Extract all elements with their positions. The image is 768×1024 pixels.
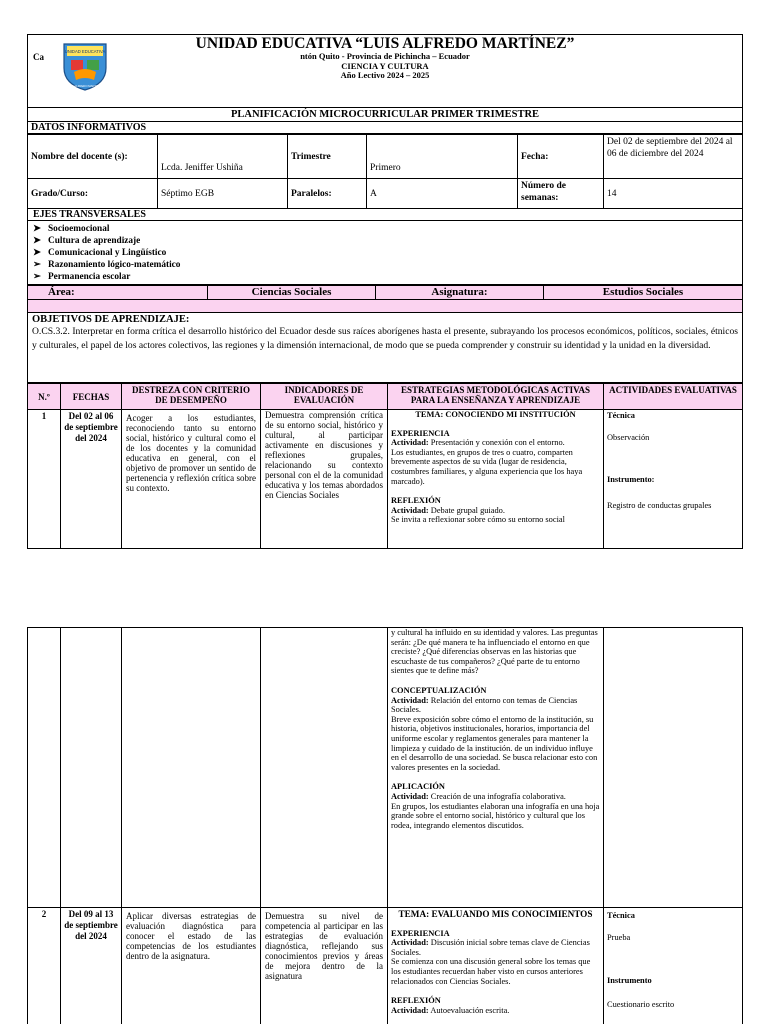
row1-cont-estrategias [388, 628, 604, 908]
objetivos-heading: OBJETIVOS DE APRENDIZAJE: [32, 314, 190, 325]
paralelos-label: Paralelos: [288, 179, 367, 209]
semanas-label: Número de semanas: [518, 179, 604, 209]
row1-ref-text: Se invita a reflexionar sobre cómo su entorno social [391, 515, 565, 525]
page-1 [27, 34, 743, 549]
ejes-item: ➤ Cultura de aprendizaje [33, 236, 141, 246]
page-2 [27, 627, 743, 1024]
plan-table-page1 [27, 383, 743, 549]
fecha-value: Del 02 de septiembre del 2024 al 06 de diciembre del 2024 [604, 135, 743, 179]
school-year: Año Lectivo 2024 – 2025 [340, 70, 430, 80]
row2-indicadores: Demuestra su nivel de competencia al participar en las estrategias de evaluación diagnóstica, reflejando sus conocimientos previos y áreas de mejora dentro de la asignatura [261, 908, 388, 1024]
row2-instrumento-value: Cuestionario escrito [607, 999, 675, 1009]
row1-tecnica-label: Técnica [607, 411, 635, 420]
ejes-item: ➤ Comunicacional y Lingüístico [33, 248, 167, 258]
trimestre-value: Primero [367, 135, 518, 179]
school-area-line: CIENCIA Y CULTURA [341, 60, 429, 71]
col-header-destreza: DESTREZA CON CRITERIO DE DESEMPEÑO [122, 384, 261, 410]
row1-estrategias [388, 410, 604, 549]
logo-bottom-text: LUIS ALFREDO MARTINEZ [67, 84, 103, 88]
area-table [27, 285, 743, 313]
row1-cont-num [28, 628, 61, 908]
asignatura-value: Estudios Sociales [544, 286, 743, 300]
school-name: UNIDAD EDUCATIVA “LUIS ALFREDO MARTÍNEZ” [195, 35, 575, 52]
table-row [28, 410, 743, 549]
row1-apl-act: Actividad: Creación de una infografía colaborativa. [391, 791, 566, 801]
row1-apl-title: APLICACIÓN [391, 782, 445, 792]
grado-label: Grado/Curso: [28, 179, 158, 209]
objetivos-box [27, 313, 743, 383]
table-row [28, 908, 743, 1024]
row2-fechas: Del 09 al 13 de septiembre del 2024 [61, 908, 122, 1024]
docente-value: Lcda. Jeniffer Ushiña [158, 135, 288, 179]
row1-con-act: Actividad: Relación del entorno con temas de Ciencias Sociales. [391, 695, 578, 715]
row1-indicadores: Demuestra comprensión crítica de su entorno social, histórico y cultural, al participar activamente en discusiones y reflexiones grupales, relacionando su contexto personal con el de la comunidad educativa y los temas abordados en Ciencias Sociales [261, 410, 388, 549]
row2-actividades [604, 908, 743, 1024]
row2-exp-act: Actividad: Discusión inicial sobre temas clave de Ciencias Sociales. [391, 938, 590, 957]
datos-table [27, 134, 743, 209]
row1-tecnica-value: Observación [607, 432, 650, 442]
row1-con-title: CONCEPTUALIZACIÓN [391, 685, 487, 695]
row1-ref-act: Actividad: Debate grupal guiado. [391, 505, 505, 515]
row2-tecnica-label: Técnica [607, 911, 635, 920]
grado-value: Séptimo EGB [158, 179, 288, 209]
row1-instrumento-value: Registro de conductas grupales [607, 500, 712, 510]
objetivos-text: O.CS.3.2. Interpretar en forma crítica el desarrollo histórico del Ecuador desde sus raíces aborígenes hasta el presente, subrayando los procesos económicos, políticos, sociales, étnicos y culturales, el papel de los actores colectivos, las regiones y la dimensión internacional, de modo que se pueda comprender y construir su identidad y la unidad en la diversidad. [32, 326, 738, 351]
row1-ref-text2: y cultural ha influido en su identidad y valores. Las preguntas serán: ¿De qué manera te ha influenciado el entorno en que creciste? ¿Qué diferencias observas en las historias que escuchaste de tus compañeros? ¿Qué parte de tu entorno sientes que te define más? [391, 628, 598, 676]
row1-con-text: Breve exposición sobre cómo el entorno de la institución, su historia, objetivos institucionales, horarios, importancia del uniforme escolar y reglamentos generales para mantener la limpieza y cuidado de la institución. de un individuo influye en el desarrollo de una sociedad. Se busca relacionar esto con valores presentes en la sociedad. [391, 714, 598, 772]
paralelos-value: A [367, 179, 518, 209]
col-header-actividades: ACTIVIDADES EVALUATIVAS [604, 384, 743, 410]
datos-heading: DATOS INFORMATIVOS [27, 122, 743, 134]
ejes-heading: EJES TRANSVERSALES [27, 209, 743, 221]
row2-ref-act: Actividad: Autoevaluación escrita. [391, 1005, 510, 1015]
area-label: Área: [28, 286, 208, 300]
row1-tema: TEMA: CONOCIENDO MI INSTITUCIÓN [415, 410, 576, 419]
plan-table-page2 [27, 627, 743, 1024]
row1-num: 1 [28, 410, 61, 549]
row2-exp-title: EXPERIENCIA [391, 928, 450, 938]
row1-exp-act: Actividad: Presentación y conexión con el entorno. [391, 438, 565, 448]
asignatura-label: Asignatura: [376, 286, 544, 300]
ejes-item: ➢ Permanencia escolar [33, 272, 131, 282]
row1-ref-title: REFLEXIÓN [391, 496, 441, 506]
row2-tecnica-value: Prueba [607, 932, 631, 942]
logo-top-text: UNIDAD EDUCATIVA [64, 49, 106, 54]
row1-actividades [604, 410, 743, 549]
col-header-fechas: FECHAS [61, 384, 122, 410]
col-header-num: N.º [28, 384, 61, 410]
row1-exp-title: EXPERIENCIA [391, 428, 450, 438]
page-title: PLANIFICACIÓN MICROCURRICULAR PRIMER TRIMESTRE [230, 109, 540, 120]
col-header-indicadores: INDICADORES DE EVALUACIÓN [261, 384, 388, 410]
area-value: Ciencias Sociales [208, 286, 376, 300]
row2-ref-title: REFLEXIÓN [391, 996, 441, 1006]
ejes-list [27, 221, 743, 285]
row1-cont-indicadores [261, 628, 388, 908]
ejes-item: ➤ Socioemocional [33, 224, 110, 234]
row1-cont-fechas [61, 628, 122, 908]
fecha-label: Fecha: [518, 135, 604, 179]
col-header-estrategias: ESTRATEGIAS METODOLÓGICAS ACTIVAS PARA LA ENSEÑANZA Y APRENDIZAJE [388, 384, 604, 410]
docente-label: Nombre del docente (s): [28, 135, 158, 179]
pink-spacer [28, 300, 743, 313]
row1-cont-destreza [122, 628, 261, 908]
row2-destreza: Aplicar diversas estrategias de evaluación diagnóstica para conocer el estado de las competencias de los estudiantes dentro de la asignatura. [122, 908, 261, 1024]
school-location: ntón Quito - Provincia de Pichincha – Ecuador [300, 51, 470, 61]
row2-num: 2 [28, 908, 61, 1024]
row1-apl-text: En grupos, los estudiantes elaboran una infografía en una hoja grande sobre el entorno social, histórico y cultural que los rodea, integrando elementos discutidos. [391, 801, 600, 830]
school-header [27, 34, 743, 108]
row2-instrumento-label: Instrumento [607, 976, 652, 986]
row1-instrumento-label: Instrumento: [607, 475, 655, 485]
trimestre-label: Trimestre [288, 135, 367, 179]
row1-exp-text: Los estudiantes, en grupos de tres o cuatro, comparten brevemente aspectos de su vida (lugar de residencia, costumbres familiares, y alguna experiencia que los haya marcado). [391, 447, 583, 486]
row2-exp-text: Se comienza con una discusión general sobre los temas que los estudiantes recuerdan haber visto en cursos anteriores relacionados con Ciencias Sociales. [391, 957, 591, 986]
row1-cont-actividades [604, 628, 743, 908]
ejes-item: ➢ Razonamiento lógico-matemático [33, 260, 181, 270]
row2-estrategias [388, 908, 604, 1024]
row1-fechas: Del 02 al 06 de septiembre del 2024 [61, 410, 122, 549]
table-row [28, 628, 743, 908]
ca-prefix: Ca [33, 52, 44, 62]
semanas-value: 14 [604, 179, 743, 209]
row1-destreza: Acoger a los estudiantes, reconociendo tanto su entorno social, histórico y cultural como el de los docentes y la comunidad educativa en general, con el objetivo de promover un sentido de pertenencia y reflexión crítica sobre su contexto. [122, 410, 261, 549]
row2-tema: TEMA: EVALUANDO MIS CONOCIMIENTOS [398, 909, 593, 919]
